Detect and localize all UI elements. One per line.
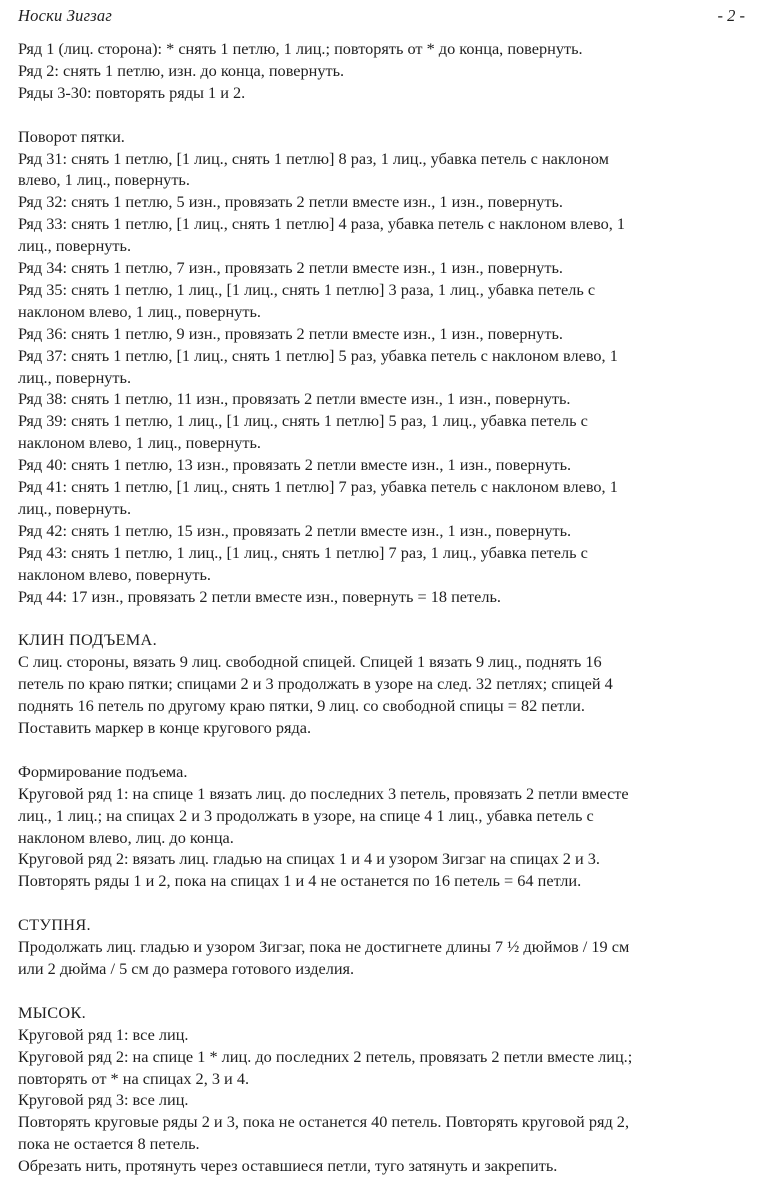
text-line: лиц., повернуть. bbox=[18, 236, 132, 256]
text-line: Ряд 1 (лиц. сторона): * снять 1 петлю, 1 лиц.; повторять от * до конца, повернуть. bbox=[18, 39, 583, 58]
text-line: Повторять круговые ряды 2 и 3, пока не останется 40 петель. Повторять круговой ряд 2, bbox=[18, 1112, 630, 1132]
text-line: Ряды 3-30: повторять ряды 1 и 2. bbox=[18, 82, 246, 102]
section bbox=[18, 1002, 747, 1177]
section bbox=[18, 126, 747, 608]
text-line: Ряд 37: снять 1 петлю, [1 лиц., снять 1 петлю] 5 раз, убавка петель с наклоном влево, 1 bbox=[18, 345, 618, 365]
text-line: лиц., повернуть. bbox=[18, 499, 132, 519]
text-line: Ряд 44: 17 изн., провязать 2 петли вместе изн., повернуть = 18 петель. bbox=[18, 586, 501, 606]
text-line: Ряд 41: снять 1 петлю, [1 лиц., снять 1 петлю] 7 раз, убавка петель с наклоном влево, 1 bbox=[18, 477, 618, 497]
text-line: Ряд 36: снять 1 петлю, 9 изн., провязать 2 петли вместе изн., 1 изн., повернуть. bbox=[18, 323, 563, 343]
section-heading: Формирование подъема. bbox=[18, 761, 188, 781]
text-line: лиц., повернуть. bbox=[18, 367, 132, 387]
text-line: Ряд 34: снять 1 петлю, 7 изн., провязать 2 петли вместе изн., 1 изн., повернуть. bbox=[18, 258, 563, 278]
text-line: Ряд 42: снять 1 петлю, 15 изн., провязать 2 петли вместе изн., 1 изн., повернуть. bbox=[18, 520, 572, 540]
text-line: Повторять ряды 1 и 2, пока на спицах 1 и 4 не останется по 16 петель = 64 петли. bbox=[18, 871, 582, 891]
text-line: наклоном влево, 1 лиц., повернуть. bbox=[18, 301, 261, 321]
text-line: Обрезать нить, протянуть через оставшиеся петли, туго затянуть и закрепить. bbox=[18, 1156, 558, 1176]
text-line: Продолжать лиц. гладью и узором Зигзаг, пока не достигнете длины 7 ½ дюймов / 19 см bbox=[18, 937, 630, 957]
section-heading: Поворот пятки. bbox=[18, 126, 125, 146]
text-line: наклоном влево, лиц. до конца. bbox=[18, 827, 234, 847]
text-line: Круговой ряд 1: на спице 1 вязать лиц. до последних 3 петель, провязать 2 петли вместе bbox=[18, 783, 629, 803]
document-title: Носки Зигзаг bbox=[18, 6, 112, 25]
text-line: Круговой ряд 2: на спице 1 * лиц. до последних 2 петель, провязать 2 петли вместе лиц.; bbox=[18, 1046, 633, 1066]
page-number: - 2 - bbox=[717, 6, 745, 25]
text-line: пока не остается 8 петель. bbox=[18, 1134, 200, 1154]
text-line: влево, 1 лиц., повернуть. bbox=[18, 170, 190, 190]
text-line: Поставить маркер в конце кругового ряда. bbox=[18, 718, 312, 738]
document-body bbox=[18, 38, 747, 1177]
text-line: наклоном влево, 1 лиц., повернуть. bbox=[18, 433, 261, 453]
text-line: Ряд 35: снять 1 петлю, 1 лиц., [1 лиц., снять 1 петлю] 3 раза, 1 лиц., убавка петель с bbox=[18, 279, 596, 299]
section bbox=[18, 761, 747, 892]
text-line: Ряд 2: снять 1 петлю, изн. до конца, повернуть. bbox=[18, 60, 345, 80]
text-line: или 2 дюйма / 5 см до размера готового изделия. bbox=[18, 959, 355, 978]
section bbox=[18, 38, 747, 104]
text-line: Ряд 33: снять 1 петлю, [1 лиц., снять 1 петлю] 4 раза, убавка петель с наклоном влево, 1 bbox=[18, 214, 626, 234]
text-line: Ряд 38: снять 1 петлю, 11 изн., провязать 2 петли вместе изн., 1 изн., повернуть. bbox=[18, 389, 571, 409]
text-line: Круговой ряд 3: все лиц. bbox=[18, 1090, 189, 1110]
section-heading: СТУПНЯ. bbox=[18, 915, 91, 935]
text-line: Ряд 32: снять 1 петлю, 5 изн., провязать 2 петли вместе изн., 1 изн., повернуть. bbox=[18, 192, 563, 212]
text-line: петель по краю пятки; спицами 2 и 3 продолжать в узоре на след. 32 петлях; спицей 4 bbox=[18, 674, 613, 694]
text-line: Ряд 31: снять 1 петлю, [1 лиц., снять 1 петлю] 8 раз, 1 лиц., убавка петель с наклоном bbox=[18, 148, 609, 168]
text-line: поднять 16 петель по другому краю пятки, 9 лиц. со свободной спицы = 82 петли. bbox=[18, 696, 585, 716]
text-line: Ряд 39: снять 1 петлю, 1 лиц., [1 лиц., снять 1 петлю] 5 раз, 1 лиц., убавка петель с bbox=[18, 411, 588, 431]
section-heading: КЛИН ПОДЪЕМА. bbox=[18, 630, 157, 650]
section-heading: МЫСОК. bbox=[18, 1002, 87, 1022]
section bbox=[18, 914, 747, 980]
text-line: наклоном влево, повернуть. bbox=[18, 564, 211, 584]
text-line: Круговой ряд 2: вязать лиц. гладью на спицах 1 и 4 и узором Зигзаг на спицах 2 и 3. bbox=[18, 849, 600, 869]
page-header bbox=[18, 6, 747, 38]
text-line: С лиц. стороны, вязать 9 лиц. свободной спицей. Спицей 1 вязать 9 лиц., поднять 16 bbox=[18, 652, 602, 672]
text-line: Круговой ряд 1: все лиц. bbox=[18, 1024, 189, 1044]
text-line: Ряд 40: снять 1 петлю, 13 изн., провязать 2 петли вместе изн., 1 изн., повернуть. bbox=[18, 455, 572, 475]
section bbox=[18, 629, 747, 739]
text-line: лиц., 1 лиц.; на спицах 2 и 3 продолжать в узоре, на спице 4 1 лиц., убавка петель с bbox=[18, 805, 594, 825]
text-line: повторять от * на спицах 2, 3 и 4. bbox=[18, 1068, 250, 1088]
text-line: Ряд 43: снять 1 петлю, 1 лиц., [1 лиц., снять 1 петлю] 7 раз, 1 лиц., убавка петель с bbox=[18, 542, 588, 562]
